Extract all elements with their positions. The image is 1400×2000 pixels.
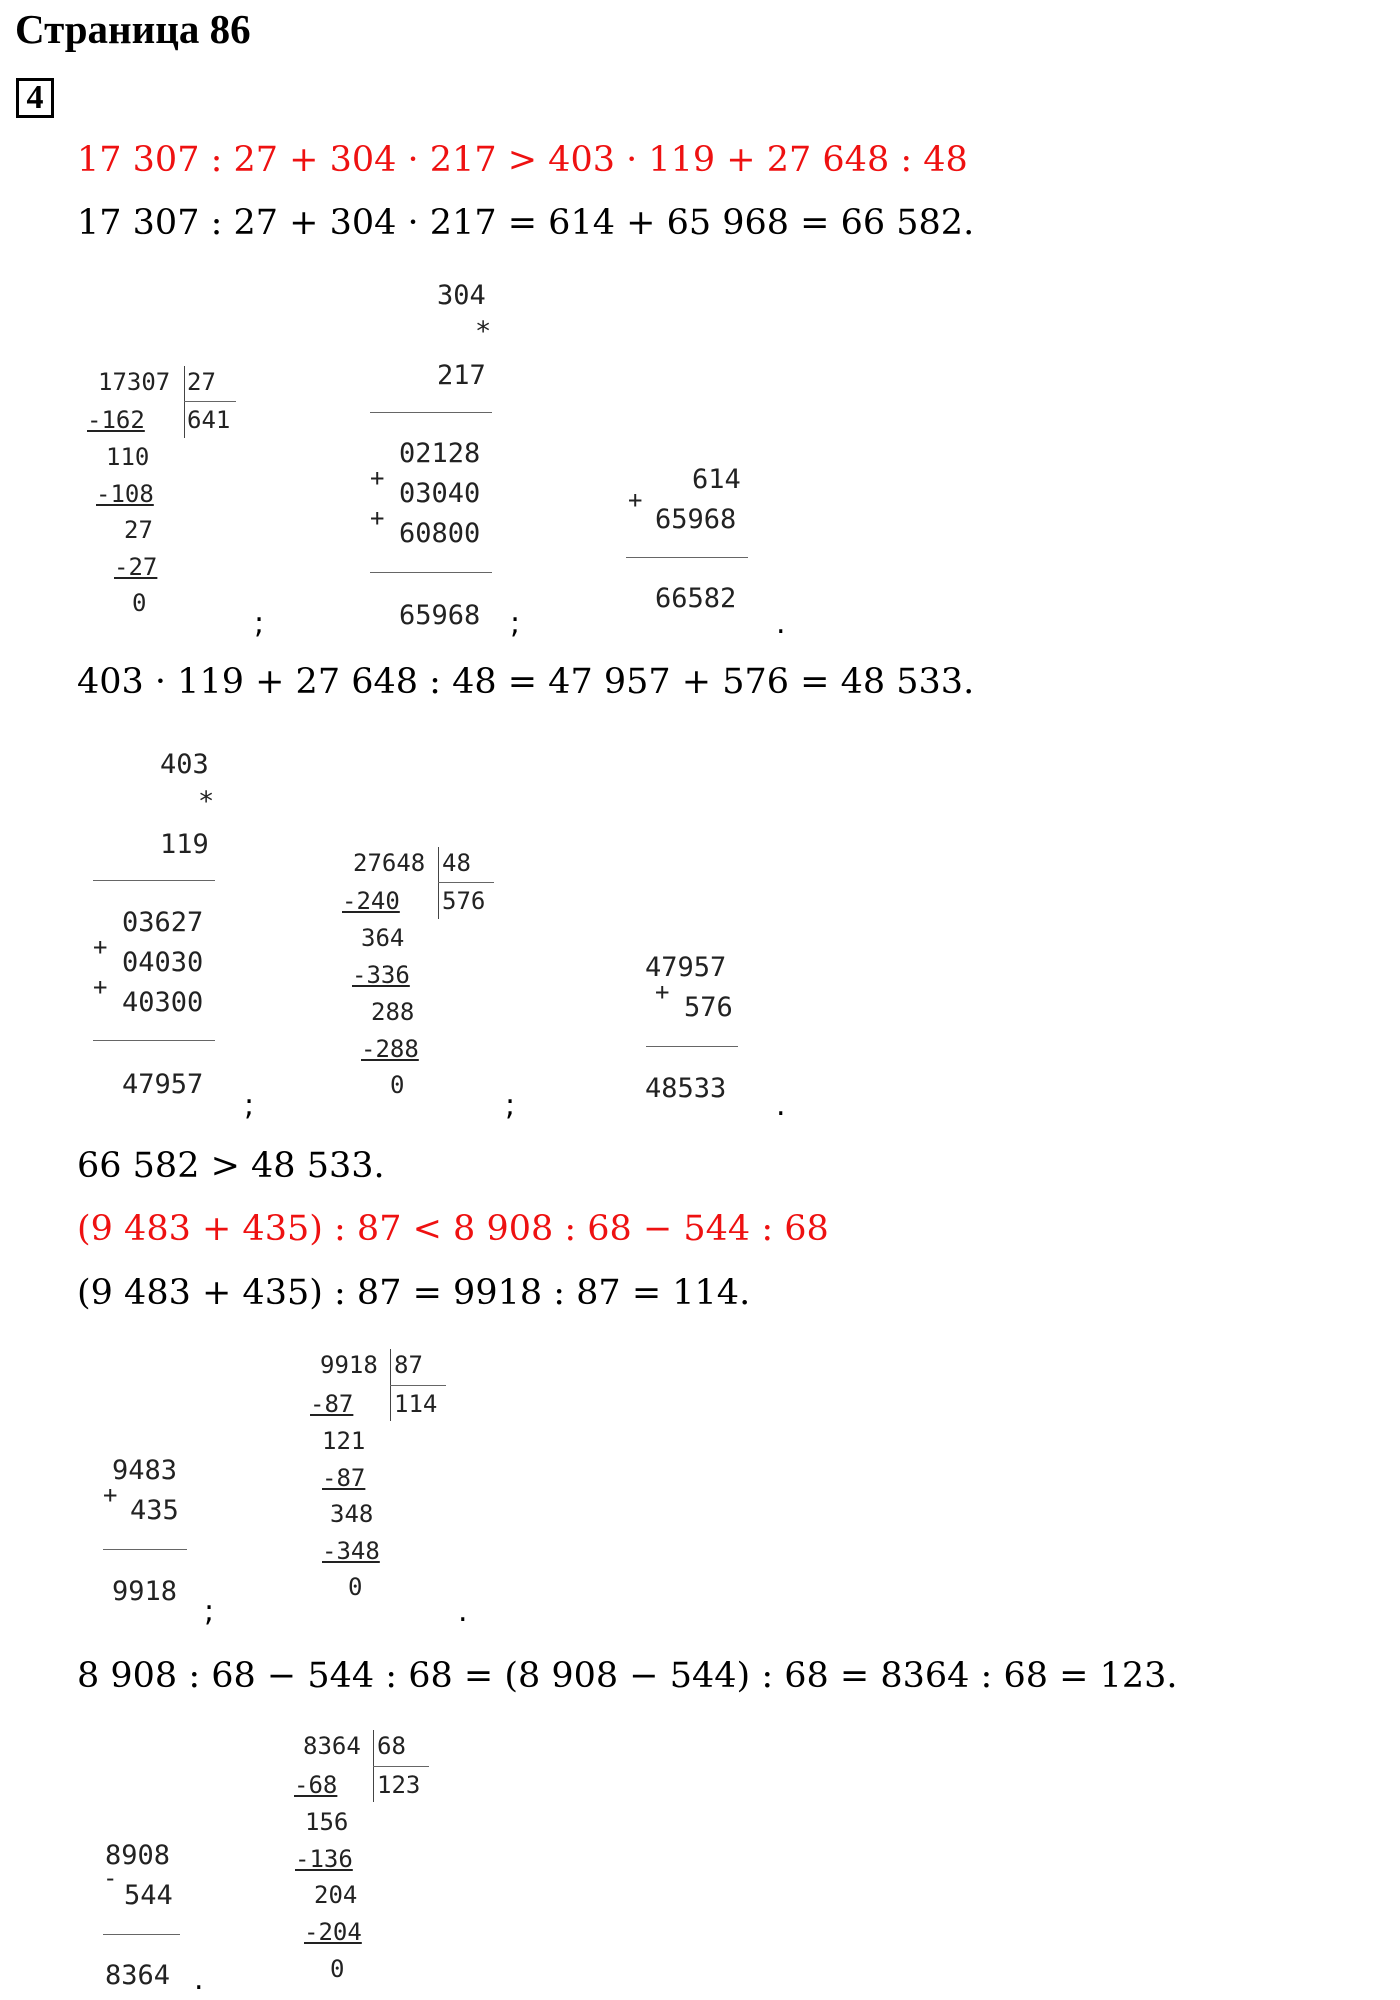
rule-line — [103, 1549, 187, 1550]
end-point: . — [776, 1088, 786, 1123]
division-step: 204 — [314, 1881, 358, 1909]
mult-partial: 04030 — [122, 947, 204, 978]
mult-factor-b: 217 — [437, 360, 486, 391]
division-quotient: 641 — [187, 406, 231, 434]
division-step: 0 — [390, 1071, 405, 1099]
division-quotient: 114 — [394, 1390, 438, 1418]
division-step: -108 — [96, 480, 154, 508]
division-step: -162 — [87, 406, 145, 434]
division-step: 348 — [330, 1500, 374, 1528]
sum-result: 66582 — [655, 583, 737, 614]
mult-result: 47957 — [122, 1069, 204, 1100]
division-quotient: 576 — [442, 887, 486, 915]
division-bar — [438, 882, 494, 883]
plus-sign: + — [93, 973, 108, 1001]
rule-line — [626, 557, 748, 558]
addend-b: 576 — [684, 992, 733, 1023]
division-bar — [184, 366, 185, 438]
subtrahend: 544 — [124, 1880, 173, 1911]
division-divisor: 68 — [377, 1732, 406, 1760]
division-quotient: 123 — [377, 1771, 421, 1799]
sum-result: 9918 — [112, 1576, 178, 1607]
division-dividend: 27648 — [353, 849, 426, 877]
division-divisor: 27 — [187, 368, 216, 396]
page-title: Страница 86 — [15, 6, 251, 52]
division-step: -348 — [322, 1537, 380, 1565]
addend-a: 9483 — [112, 1455, 178, 1486]
division-step: -27 — [114, 553, 158, 581]
comparison-1: 17 307 : 27 + 304 · 217 > 403 · 119 + 27 648 : 48 — [77, 140, 968, 180]
division-bar — [184, 401, 236, 402]
separator: ; — [204, 1594, 215, 1629]
mult-partial: 60800 — [399, 518, 481, 549]
rule-line — [370, 412, 492, 413]
mult-partial: 02128 — [399, 438, 481, 469]
division-step: 121 — [322, 1427, 366, 1455]
division-divisor: 48 — [442, 849, 471, 877]
division-bar — [390, 1385, 446, 1386]
division-bar — [438, 847, 439, 919]
rule-line — [370, 572, 492, 573]
separator: ; — [254, 606, 265, 641]
division-step: 0 — [330, 1955, 345, 1983]
mult-result: 65968 — [399, 600, 481, 631]
plus-sign: + — [103, 1481, 118, 1509]
mult-partial: 03627 — [122, 907, 204, 938]
division-step: 27 — [124, 516, 153, 544]
end-point: . — [458, 1594, 468, 1629]
division-step: 288 — [371, 998, 415, 1026]
end-point: . — [776, 606, 786, 641]
rule-line — [93, 880, 215, 881]
mult-partial: 03040 — [399, 478, 481, 509]
minus-sign: - — [103, 1864, 118, 1892]
sum-result: 48533 — [645, 1073, 727, 1104]
result-comparison-1: 66 582 > 48 533. — [77, 1146, 385, 1186]
mult-factor-a: 403 — [160, 749, 209, 780]
division-step: 110 — [106, 443, 150, 471]
mult-factor-a: 304 — [437, 280, 486, 311]
division-step: 156 — [305, 1808, 349, 1836]
division-step: -240 — [342, 887, 400, 915]
division-step: -336 — [352, 961, 410, 989]
division-step: -87 — [310, 1390, 354, 1418]
rule-line — [103, 1934, 180, 1935]
addend-b: 435 — [130, 1495, 179, 1526]
plus-sign: + — [628, 486, 643, 514]
rule-line — [646, 1046, 738, 1047]
plus-sign: + — [655, 978, 670, 1006]
addend-a: 47957 — [645, 952, 727, 983]
end-point: . — [194, 1962, 204, 1997]
expression-3-eval: (9 483 + 435) : 87 = 9918 : 87 = 114. — [77, 1273, 751, 1313]
division-step: 0 — [132, 589, 147, 617]
division-step: -87 — [322, 1464, 366, 1492]
division-step: -204 — [304, 1918, 362, 1946]
division-divisor: 87 — [394, 1351, 423, 1379]
division-step: -136 — [295, 1845, 353, 1873]
plus-sign: + — [370, 504, 385, 532]
plus-sign: + — [370, 464, 385, 492]
expression-2-eval: 403 · 119 + 27 648 : 48 = 47 957 + 576 = 48 533. — [77, 662, 975, 702]
task-number-box: 4 — [16, 78, 54, 118]
rule-line — [93, 1040, 215, 1041]
separator: ; — [510, 606, 521, 641]
expression-1-eval: 17 307 : 27 + 304 · 217 = 614 + 65 968 = 66 582. — [77, 203, 975, 243]
division-dividend: 9918 — [320, 1351, 378, 1379]
difference-result: 8364 — [105, 1960, 171, 1991]
separator: ; — [244, 1088, 255, 1123]
minuend: 8908 — [105, 1840, 171, 1871]
mult-operator: * — [475, 316, 492, 347]
separator: ; — [505, 1088, 516, 1123]
division-step: -288 — [361, 1035, 419, 1063]
division-dividend: 17307 — [98, 368, 171, 396]
expression-4-eval: 8 908 : 68 − 544 : 68 = (8 908 − 544) : 68 = 8364 : 68 = 123. — [77, 1656, 1178, 1696]
addend-a: 614 — [692, 464, 741, 495]
mult-partial: 40300 — [122, 987, 204, 1018]
mult-operator: * — [198, 786, 215, 817]
division-bar — [373, 1766, 429, 1767]
division-step: 0 — [348, 1573, 363, 1601]
mult-factor-b: 119 — [160, 829, 209, 860]
division-step: -68 — [294, 1771, 338, 1799]
plus-sign: + — [93, 933, 108, 961]
division-dividend: 8364 — [303, 1732, 361, 1760]
addend-b: 65968 — [655, 504, 737, 535]
comparison-2: (9 483 + 435) : 87 < 8 908 : 68 − 544 : 68 — [77, 1209, 829, 1249]
division-step: 364 — [361, 924, 405, 952]
